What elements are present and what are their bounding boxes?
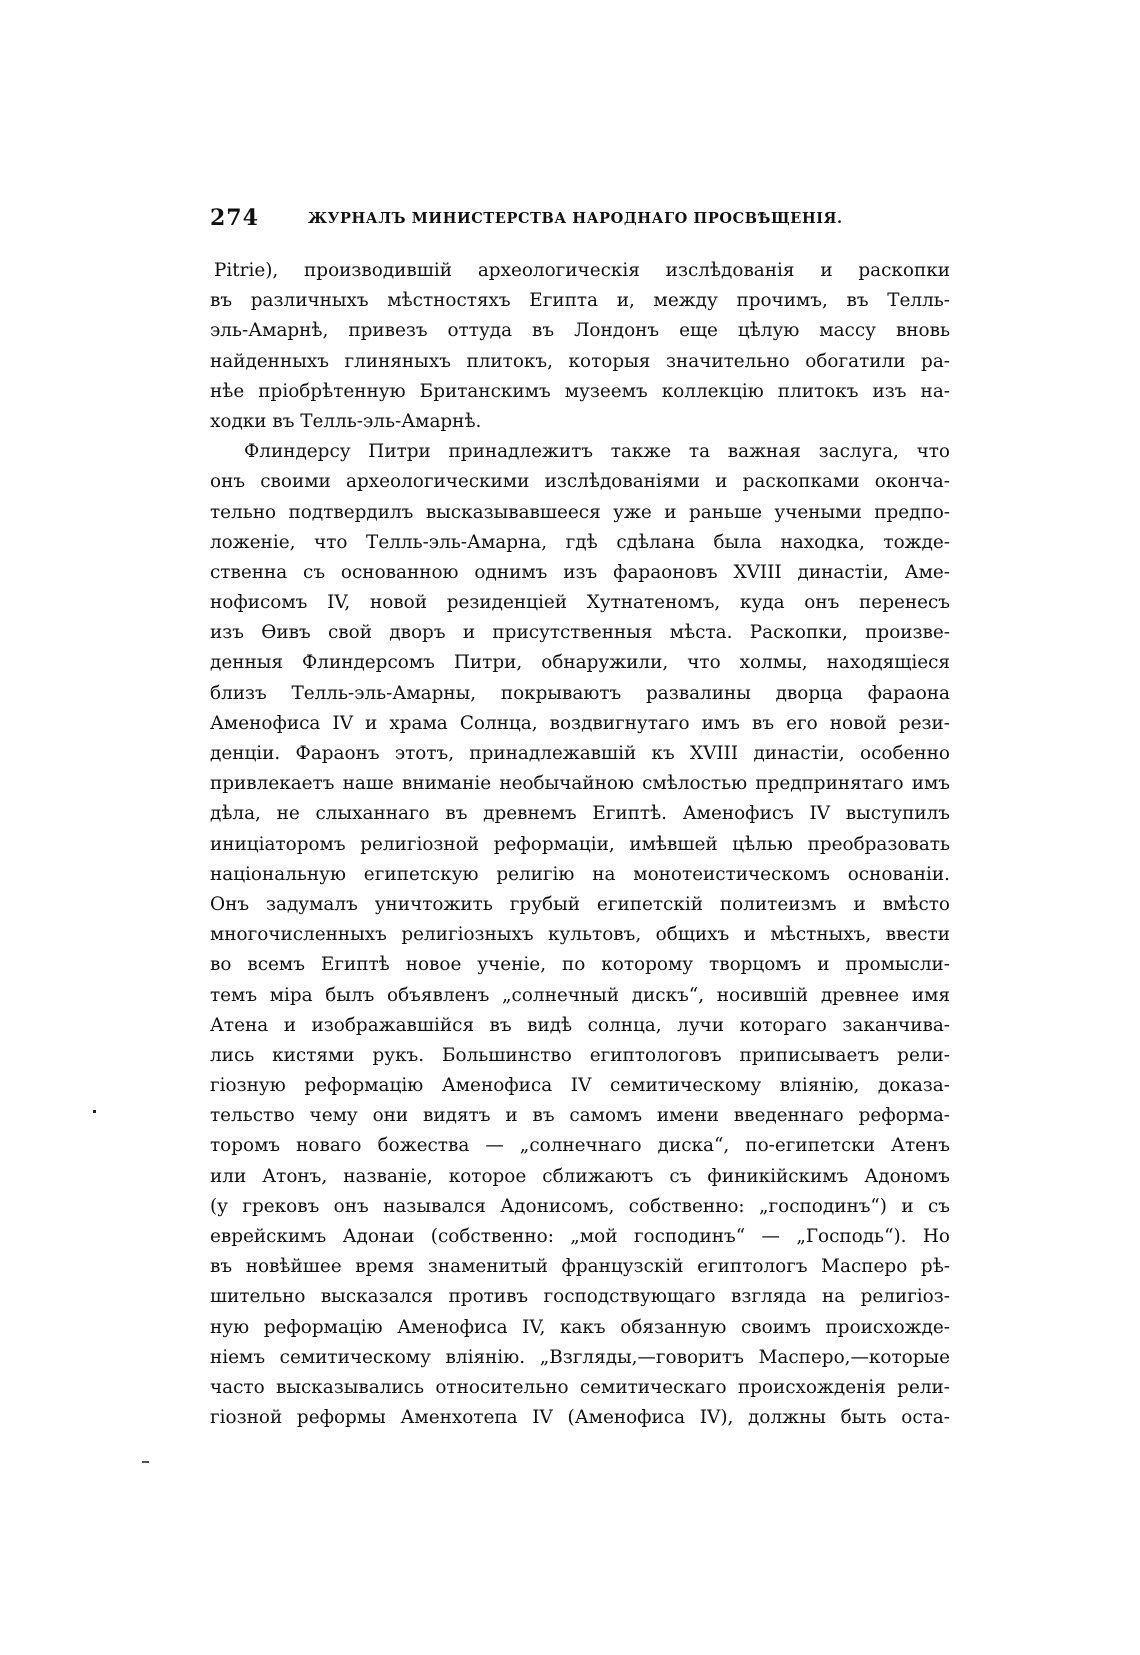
text-line: ную реформацію Аменофиса IV, какъ обязанную своимъ происхожде- [210, 1316, 950, 1338]
text-line: гіозной реформы Аменхотепа IV (Аменофиса IV), должны быть оста- [210, 1407, 950, 1429]
text-line: близъ Телль-эль-Амарны, покрываютъ развалины дворца фараона [210, 682, 950, 704]
text-line: Аменофиса IV и храма Солнца, воздвигнутаго имъ въ его новой рези- [210, 712, 950, 734]
text-line: Атена и изображавшійся въ видѣ солнца, лучи котораго заканчива- [210, 1014, 950, 1036]
text-line: шительно высказался противъ господствующаго взгляда на религіоз- [210, 1286, 950, 1308]
text-line: привлекаетъ наше вниманіе необычайною смѣлостью предпринятаго имъ [210, 773, 950, 795]
text-line: темъ міра былъ объявленъ „солнечный дискъ“, носившій древнее имя [210, 984, 950, 1006]
text-line: ходки въ Телль-эль-Амарнѣ. [210, 410, 482, 432]
body-text [210, 256, 950, 1433]
text-line: Флиндерсу Питри принадлежитъ также та важная заслуга, что [244, 441, 950, 463]
running-title: ЖУРНАЛЪ МИНИСТЕРСТВА НАРОДНАГО ПРОСВѢЩЕНІЯ. [308, 210, 843, 227]
text-line: торомъ новаго божества — „солнечнаго диска“, по-египетски Атенъ [210, 1135, 950, 1157]
text-line: въ новѣйшее время знаменитый французскій египтологъ Масперо рѣ- [210, 1256, 950, 1278]
text-line: нѣе пріобрѣтенную Британскимъ музеемъ коллекцію плитокъ изъ на- [210, 380, 950, 402]
page-number: 274 [210, 205, 259, 231]
page-header [210, 205, 950, 241]
text-line: или Атонъ, названіе, которое сближаютъ съ финикійскимъ Адономъ [210, 1165, 950, 1187]
text-line: изъ Ѳивъ свой дворъ и присутственныя мѣста. Раскопки, произве- [210, 622, 950, 644]
text-line: ложеніе, что Телль-эль-Амарна, гдѣ сдѣлана была находка, тожде- [210, 531, 950, 553]
text-line: (у грековъ онъ назывался Адонисомъ, собственно: „господинъ“) и съ [210, 1195, 950, 1217]
text-line: нофисомъ IV, новой резиденціей Хутнатеномъ, куда онъ перенесъ [210, 592, 950, 614]
text-line: эль-Амарнѣ, привезъ оттуда въ Лондонъ еще цѣлую массу вновь [210, 320, 950, 342]
text-line: тельно подтвердилъ высказывавшееся уже и раньше учеными предпо- [210, 501, 950, 523]
text-line: въ различныхъ мѣстностяхъ Египта и, между прочимъ, въ Телль- [210, 290, 950, 312]
text-line: во всемъ Египтѣ новое ученіе, по которому творцомъ и промысли- [210, 954, 950, 976]
text-line: найденныхъ глиняныхъ плитокъ, которыя значительно обогатили ра- [210, 350, 950, 372]
text-line: лись кистями рукъ. Большинство египтологовъ приписываетъ рели- [210, 1044, 950, 1066]
text-line: національную египетскую религію на монотеистическомъ основаніи. [210, 863, 950, 885]
text-line: гіозную реформацію Аменофиса IV семитическому вліянію, доказа- [210, 1075, 950, 1097]
text-line: денныя Флиндерсомъ Питри, обнаружили, что холмы, находящіеся [210, 652, 950, 674]
text-line: иниціаторомъ религіозной реформаціи, имѣвшей цѣлью преобразовать [210, 833, 950, 855]
text-line: тельство чему они видятъ и въ самомъ имени введеннаго реформа- [210, 1105, 950, 1127]
text-line: еврейскимъ Адонаи (собственно: „мой господинъ“ — „Господь“). Но [210, 1226, 950, 1247]
text-line: многочисленныхъ религіозныхъ культовъ, общихъ и мѣстныхъ, ввести [210, 924, 950, 946]
text-line: Онъ задумалъ уничтожить грубый египетскій политеизмъ и вмѣсто [210, 893, 950, 915]
text-line: часто высказывались относительно семитическаго происхожденія рели- [210, 1376, 950, 1398]
text-line: онъ своими археологическими изслѣдованіями и раскопками оконча- [210, 471, 950, 493]
margin-speck [93, 1110, 96, 1113]
text-line: денціи. Фараонъ этотъ, принадлежавшій къ XVIII династіи, особенно [210, 743, 950, 764]
text-line: дѣла, не слыханнаго въ древнемъ Египтѣ. Аменофисъ IV выступилъ [210, 803, 950, 825]
margin-dash-mark [142, 1461, 149, 1463]
text-line: Pitrie), производившій археологическія изслѣдованія и раскопки [214, 260, 950, 281]
text-line: ніемъ семитическому вліянію. „Взгляды,—говоритъ Масперо,—которые [210, 1346, 950, 1368]
text-line: ственна съ основанною однимъ изъ фараоновъ XVIII династіи, Аме- [210, 561, 950, 583]
